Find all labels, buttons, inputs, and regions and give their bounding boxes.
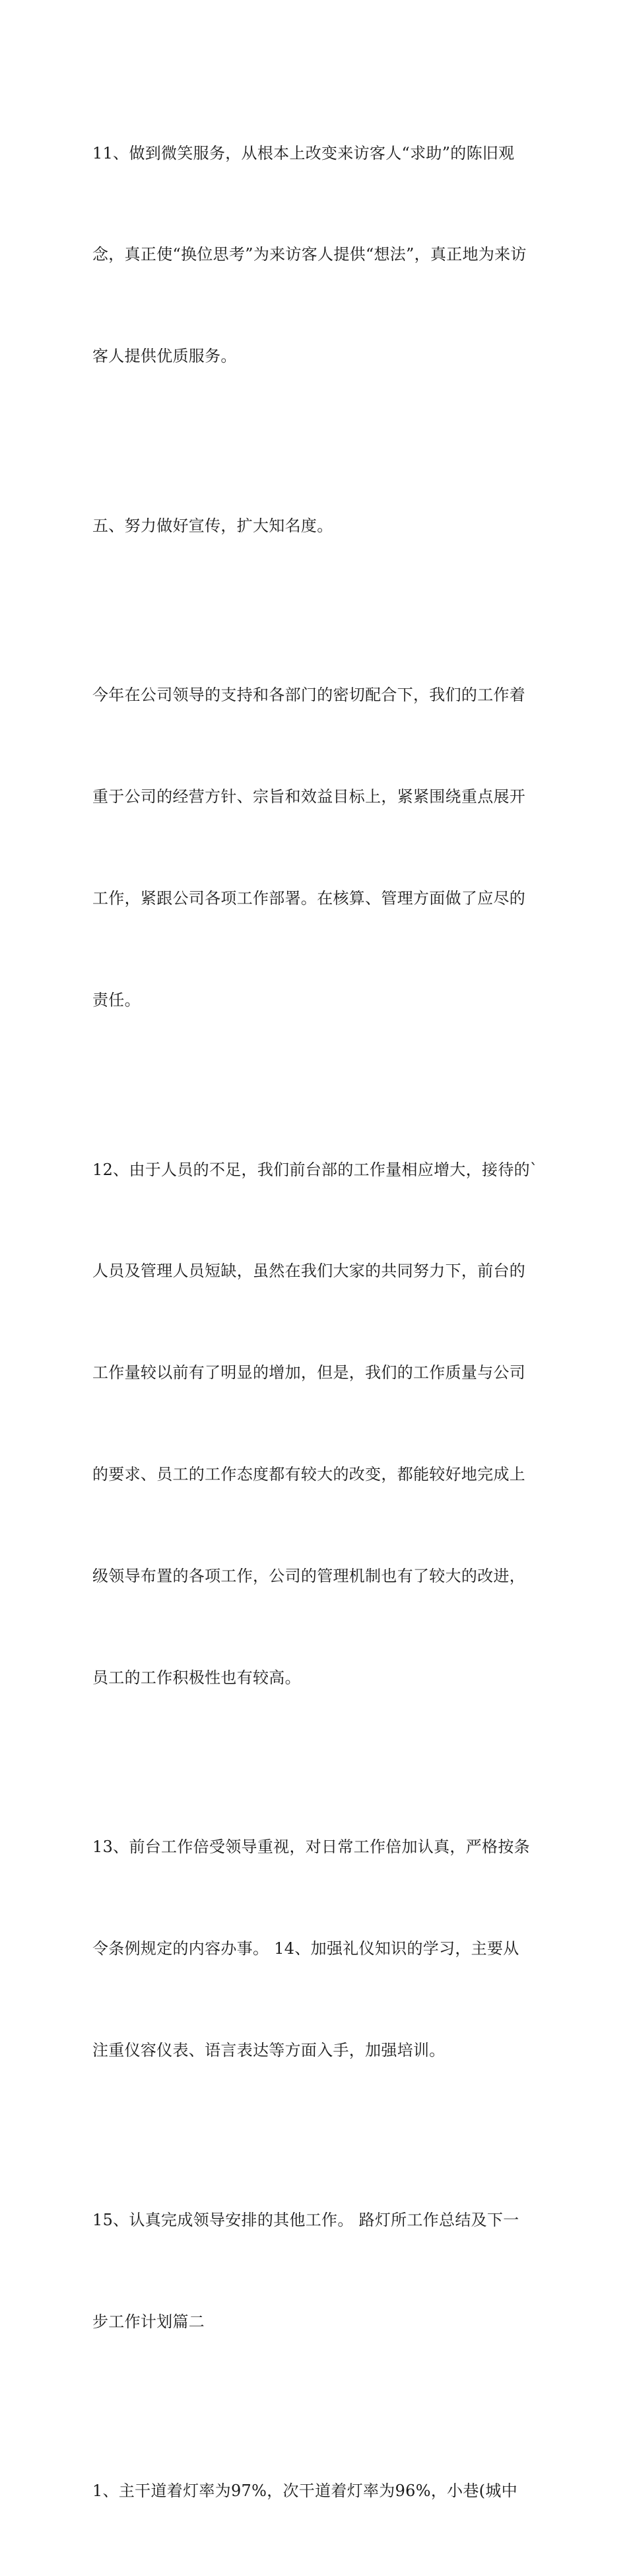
text-line: 1、主干道着灯率为97%，次干道着灯率为96%，小巷(城中 bbox=[92, 2482, 518, 2501]
text-line: 今年在公司领导的支持和各部门的密切配合下，我们的工作着 bbox=[92, 686, 526, 705]
text-line: 级领导布置的各项工作，公司的管理机制也有了较大的改进， bbox=[92, 1567, 526, 1586]
text-line: 13、前台工作倍受领导重视，对日常工作倍加认真，严格按条 bbox=[92, 1838, 530, 1857]
text-line: 令条例规定的内容办事。 14、加强礼仪知识的学习，主要从 bbox=[92, 1939, 519, 1958]
paragraph-item-11 bbox=[92, 69, 541, 441]
text-line: 重于公司的经营方针、宗旨和效益目标上，紧紧围绕重点展开 bbox=[92, 787, 526, 806]
paragraph-item-15 bbox=[92, 2135, 541, 2406]
text-line: 注重仪容仪表、语言表达等方面入手，加强培训。 bbox=[92, 2041, 446, 2060]
text-line: 五、努力做好宣传，扩大知名度。 bbox=[92, 516, 333, 535]
section-heading-five bbox=[92, 441, 541, 610]
text-line: 12、由于人员的不足，我们前台部的工作量相应增大，接待的` bbox=[92, 1160, 539, 1179]
text-line: 念，真正使“换位思考”为来访客人提供“想法”，真正地为来访 bbox=[92, 245, 527, 264]
document-body bbox=[92, 69, 541, 2576]
text-line: 人员及管理人员短缺，虽然在我们大家的共同努力下，前台的 bbox=[92, 1262, 526, 1281]
text-line: 步工作计划篇二 bbox=[92, 2312, 205, 2331]
text-line: 的要求、员工的工作态度都有较大的改变，都能较好地完成上 bbox=[92, 1465, 526, 1484]
text-line: 员工的工作积极性也有较高。 bbox=[92, 1668, 301, 1687]
text-line: 责任。 bbox=[92, 991, 141, 1010]
paragraph-item-12 bbox=[92, 1085, 541, 1763]
text-line: 工作，紧跟公司各项工作部署。在核算、管理方面做了应尽的 bbox=[92, 889, 526, 908]
text-line: 11、做到微笑服务，从根本上改变来访客人“求助”的陈旧观 bbox=[92, 143, 515, 162]
paragraph-summary bbox=[92, 611, 541, 1085]
text-line: 客人提供优质服务。 bbox=[92, 347, 237, 366]
paragraph-item-13-14 bbox=[92, 1763, 541, 2135]
text-line: 15、认真完成领导安排的其他工作。 路灯所工作总结及下一 bbox=[92, 2210, 519, 2229]
paragraph-item-1 bbox=[92, 2406, 541, 2575]
text-line: 工作量较以前有了明显的增加，但是，我们的工作质量与公司 bbox=[92, 1363, 526, 1382]
